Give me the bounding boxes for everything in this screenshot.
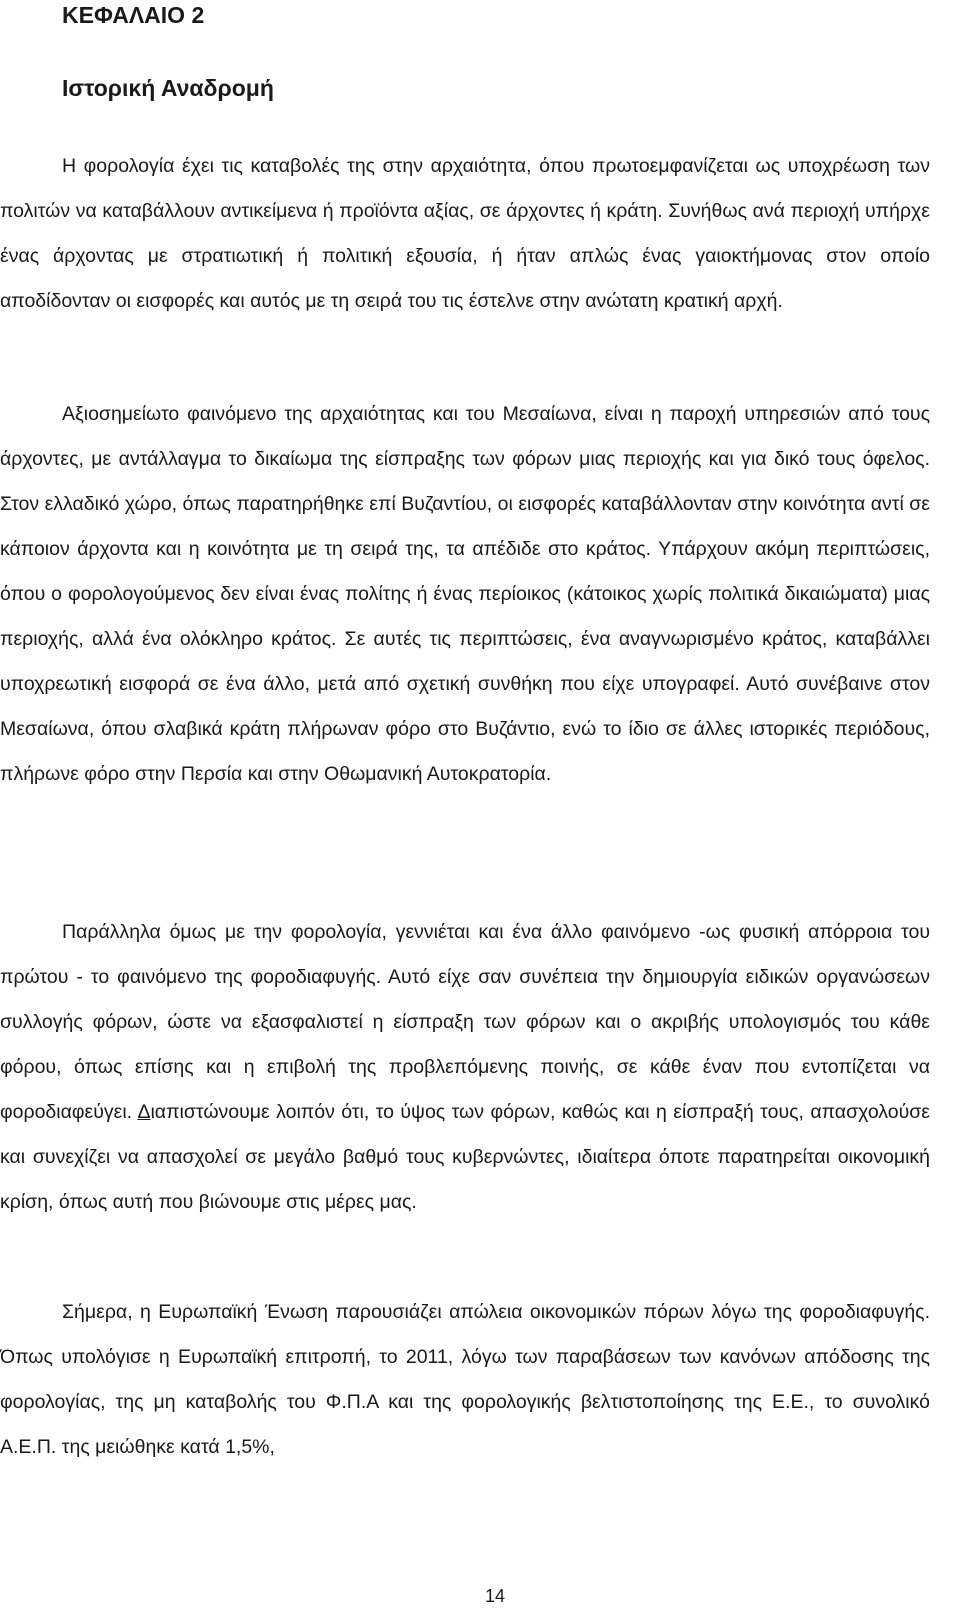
paragraph-3-text-before: Παράλληλα όμως με την φορολογία, γεννιέται και ένα άλλο φαινόμενο -ως φυσική απόρροια του πρώτου - το φαινόμενο της φοροδιαφυγής. Αυτό είχε σαν συνέπεια την δημιουργία ειδικών οργανώσεων συλλογής φόρων, ώστε να εξασφαλιστεί η είσπραξη των φόρων και ο ακριβής υπολογισμός του κάθε φόρου, όπως επίσης και η επιβολή της προβλεπόμενης ποινής, σε κάθε έναν που εντοπίζεται να φοροδιαφεύγει. — [0, 921, 930, 1123]
paragraph-4: Σήμερα, η Ευρωπαϊκή Ένωση παρουσιάζει απώλεια οικονομικών πόρων λόγω της φοροδιαφυγής. Όπως υπολόγισε η Ευρωπαϊκή επιτροπή, το 2011, λόγω των παραβάσεων των κανόνων απόδοσης της φορολογίας, της μη καταβολής του Φ.Π.Α και της φορολογικής βελτιστοποίησης της Ε.Ε., το συνολικό Α.Ε.Π. της μειώθηκε κατά 1,5%, — [0, 1301, 930, 1458]
section-title: Ιστορική Αναδρομή — [62, 75, 274, 101]
chapter-title: ΚΕΦΑΛΑΙΟ 2 — [62, 2, 205, 28]
paragraph-3 — [0, 910, 930, 1225]
paragraph-3-text-after: ιαπιστώνουμε λοιπόν ότι, το ύψος των φόρων, καθώς και η είσπραξή τους, απασχολούσε και συνεχίζει να απασχολεί σε μεγάλο βαθμό τους κυβερνώντες, ιδιαίτερα όποτε παρατηρείται οικονομική κρίση, όπως αυτή που βιώνουμε στις μέρες μας. — [0, 1101, 930, 1213]
paragraph-3-underlined-letter: Δ — [137, 1101, 151, 1123]
page-number: 14 — [484, 1586, 506, 1606]
paragraph-1: Η φορολογία έχει τις καταβολές της στην αρχαιότητα, όπου πρωτοεμφανίζεται ως υποχρέωση των πολιτών να καταβάλλουν αντικείμενα ή προϊόντα αξίας, σε άρχοντες ή κράτη. Συνήθως ανά περιοχή υπήρχε ένας άρχοντας με στρατιωτική ή πολιτική εξουσία, ή ήταν απλώς ένας γαιοκτήμονας στον οποίο αποδίδονταν οι εισφορές και αυτός με τη σειρά του τις έστελνε στην ανώτατη κρατική αρχή. — [0, 155, 930, 312]
paragraph-2: Αξιοσημείωτο φαινόμενο της αρχαιότητας και του Μεσαίωνα, είναι η παροχή υπηρεσιών από τους άρχοντες, με αντάλλαγμα το δικαίωμα της είσπραξης των φόρων μιας περιοχής και για δικό τους όφελος. Στον ελλαδικό χώρο, όπως παρατηρήθηκε επί Βυζαντίου, οι εισφορές καταβάλλονταν στην κοινότητα αντί σε κάποιον άρχοντα και η κοινότητα με τη σειρά της, τα απέδιδε στο κράτος. Υπάρχουν ακόμη περιπτώσεις, όπου ο φορολογούμενος δεν είναι ένας πολίτης ή ένας περίοικος (κάτοικος χωρίς πολιτικά δικαιώματα) μιας περιοχής, αλλά ένα ολόκληρο κράτος. Σε αυτές τις περιπτώσεις, ένα αναγνωρισμένο κράτος, καταβάλλει υποχρεωτική εισφορά σε ένα άλλο, μετά από σχετική συνθήκη που είχε υπογραφεί. Αυτό συνέβαινε στον Μεσαίωνα, όπου σλαβικά κράτη πλήρωναν φόρο στο Βυζάντιο, ενώ το ίδιο σε άλλες ιστορικές περιόδους, πλήρωνε φόρο στην Περσία και στην Οθωμανική Αυτοκρατορία. — [0, 403, 930, 785]
